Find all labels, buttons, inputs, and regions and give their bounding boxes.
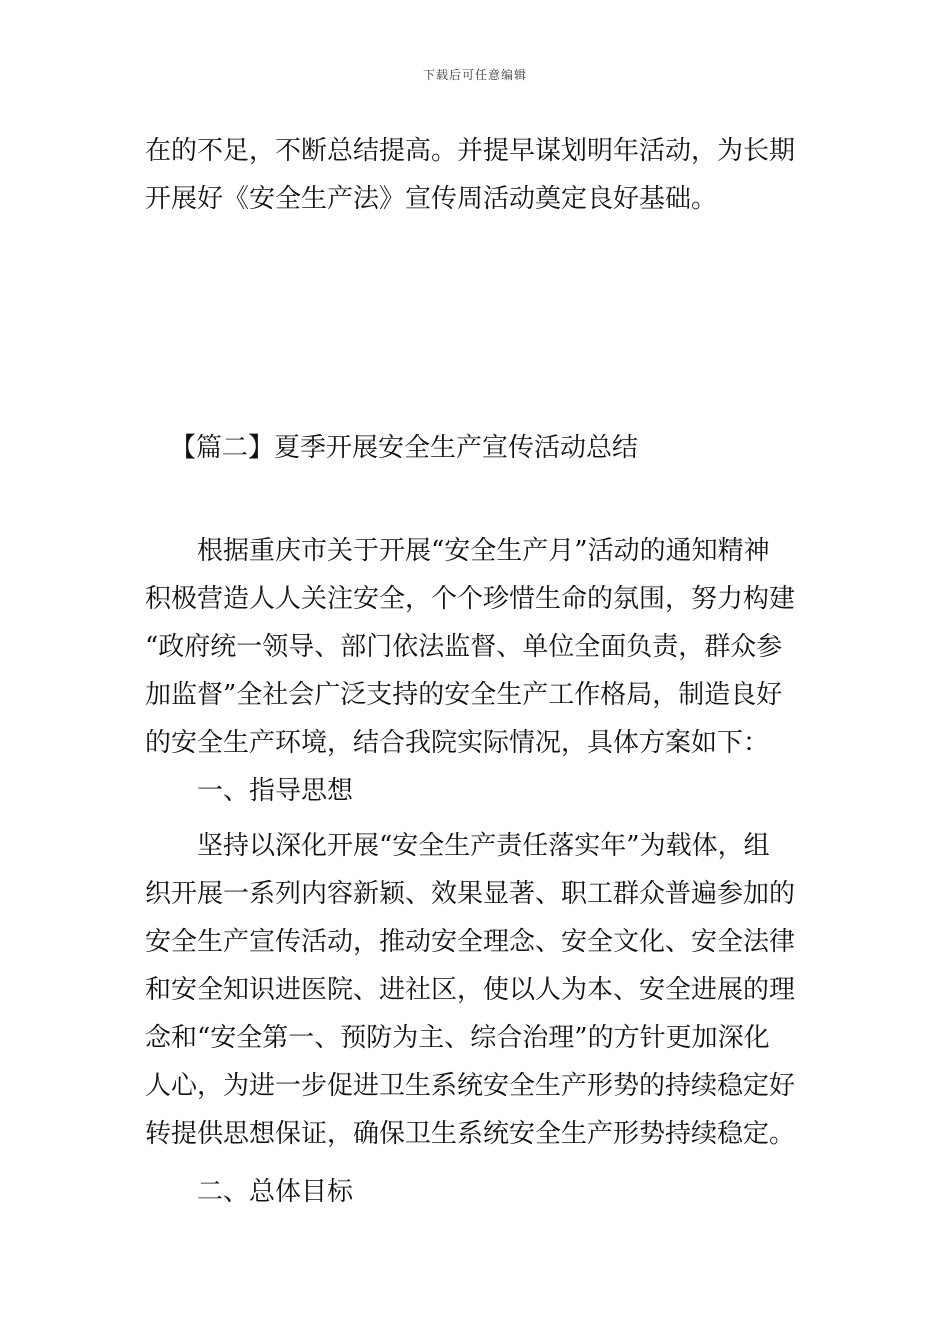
text-line: 根据重庆市关于开展“安全生产月”活动的通知精神 <box>197 536 770 566</box>
text-line: 积极营造人人关注安全，个个珍惜生命的氛围，努力构建 <box>145 584 796 614</box>
body-paragraph-1 <box>145 527 815 767</box>
heading-overall-goal <box>145 1168 815 1216</box>
text-line: 开展好《安全生产法》宣传周活动奠定良好基础。 <box>145 184 718 214</box>
text-line: “政府统一领导、部门依法监督、单位全面负责，群众参 <box>145 632 783 662</box>
text-line: 的安全生产环境，结合我院实际情况，具体方案如下： <box>145 728 770 758</box>
text-line: 转提供思想保证，确保卫生系统安全生产形势持续稳定。 <box>145 1119 796 1149</box>
subheading-text: 二、总体目标 <box>197 1177 354 1207</box>
subheading-text: 一、指导思想 <box>197 776 354 806</box>
heading-guiding-ideology <box>145 767 815 815</box>
text-line: 念和“安全第一、预防为主、综合治理”的方针更加深化 <box>145 1023 770 1053</box>
text-line: 在的不足，不断总结提高。并提早谋划明年活动，为长期 <box>145 136 796 166</box>
text-line: 人心，为进一步促进卫生系统安全生产形势的持续稳定好 <box>145 1071 796 1101</box>
intro-paragraph <box>145 127 815 223</box>
text-line: 坚持以深化开展“安全生产责任落实年”为载体，组 <box>197 831 770 861</box>
body-paragraph-2 <box>145 822 815 1158</box>
text-line: 和安全知识进医院、进社区，使以人为本、安全进展的理 <box>145 975 796 1005</box>
text-line: 织开展一系列内容新颖、效果显著、职工群众普遍参加的 <box>145 879 796 909</box>
text-line: 加监督”全社会广泛支持的安全生产工作格局，制造良好 <box>145 680 783 710</box>
page-header-note: 下载后可任意编辑 <box>422 68 527 82</box>
text-line: 安全生产宣传活动，推动安全理念、安全文化、安全法律 <box>145 927 796 957</box>
section-title: 【篇二】夏季开展安全生产宣传活动总结 <box>170 433 639 463</box>
